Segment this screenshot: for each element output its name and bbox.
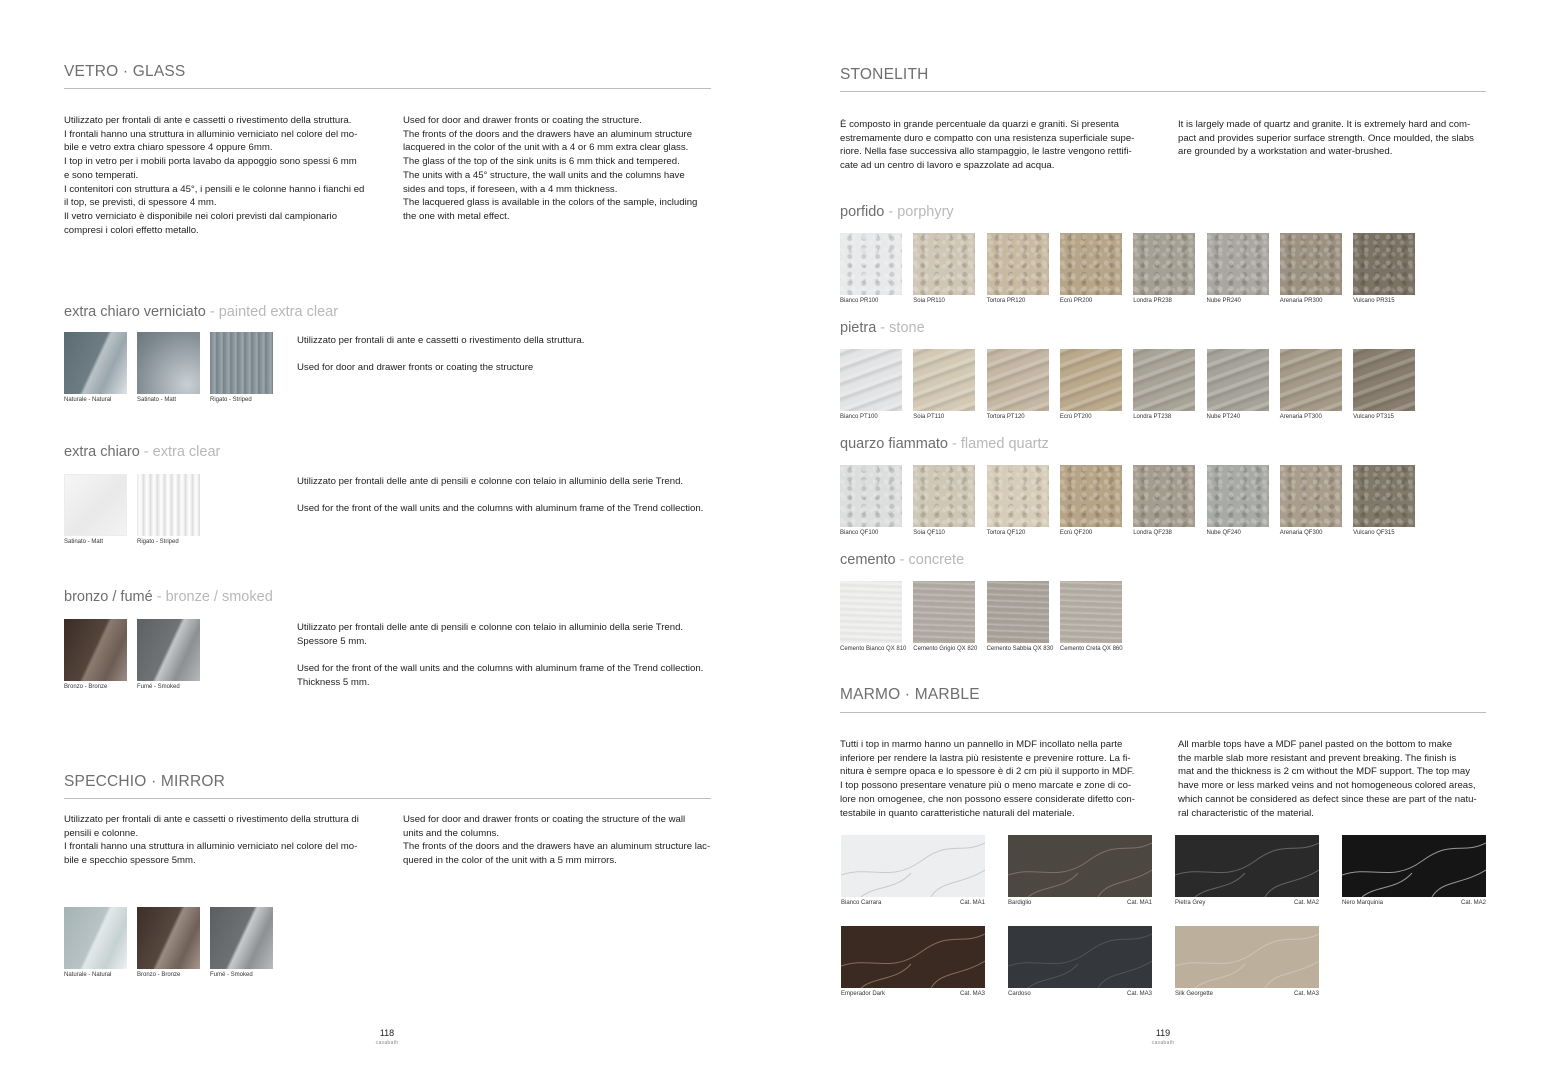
title-en: stone [889, 320, 925, 336]
section-divider [840, 91, 1486, 92]
material-swatch [840, 581, 902, 643]
material-swatch [1207, 233, 1269, 295]
title-en: painted extra clear [218, 304, 339, 320]
title-separator: - [205, 304, 219, 320]
swatch-texture [913, 581, 975, 643]
swatch-label: Bianco Carrara [841, 900, 882, 906]
stone-title [840, 320, 925, 336]
material-swatch [841, 835, 985, 897]
title-separator: - [895, 552, 909, 568]
swatch-texture [1060, 349, 1122, 411]
swatch-texture [1060, 581, 1122, 643]
swatch-category: Cat. MA3 [1293, 991, 1319, 997]
marble-vein [1175, 835, 1319, 897]
swatch-category: Cat. MA3 [1126, 991, 1152, 997]
swatch-texture [987, 465, 1049, 527]
swatch-category: Cat. MA2 [1460, 900, 1486, 906]
painted-text-en: Used for door and drawer fronts or coating the structure [297, 362, 534, 373]
title-separator: - [948, 436, 961, 452]
swatch-label: Arenaria QF300 [1279, 530, 1323, 536]
material-swatch [1060, 349, 1122, 411]
swatch-texture [840, 233, 902, 295]
title-it: extra chiaro [64, 444, 140, 460]
material-swatch [1353, 233, 1415, 295]
swatch-texture [987, 581, 1049, 643]
stonelith-text-it: È composto in grande percentuale da quarzi e graniti. Si presenta estremamente duro e compatto con una resistenza superficiale supe- riore. Nella fase successiva allo stampaggio, le lastre vengono rettifi- cate ad un centro di lavoro e spazzolate ad acqua. [840, 119, 1135, 172]
swatch-texture [1280, 465, 1342, 527]
swatch-label: Naturale - Natural [64, 397, 112, 403]
swatch-label: Cardoso [1008, 991, 1031, 997]
marble-vein [841, 926, 985, 988]
swatch-label: Ecrù QF200 [1059, 530, 1093, 536]
extra-clear-text-it: Utilizzato per frontali delle ante di pensili e colonne con telaio in alluminio della serie Trend. [297, 476, 684, 487]
material-swatch [64, 619, 127, 681]
material-swatch [1133, 349, 1195, 411]
swatch-texture [1060, 465, 1122, 527]
swatch-category: Cat. MA1 [959, 900, 985, 906]
material-swatch [913, 233, 975, 295]
swatch-texture [1133, 465, 1195, 527]
swatch-label: Nube QF240 [1206, 530, 1241, 536]
material-swatch [913, 349, 975, 411]
swatch-texture [987, 349, 1049, 411]
swatch-label: Tortora PT120 [986, 414, 1025, 420]
title-en: porphyry [897, 204, 954, 220]
right-page [775, 0, 1550, 1065]
swatch-label: Cemento Grigio QX 820 [913, 646, 978, 652]
painted-extra-clear-title [64, 304, 338, 320]
section-divider [64, 798, 711, 799]
swatch-label: Ecrù PR200 [1059, 298, 1093, 304]
swatch-label: Emperador Dark [841, 991, 886, 997]
swatch-label: Satinato - Matt [137, 397, 177, 403]
swatch-label: Pietra Grey [1175, 900, 1206, 906]
title-en: bronze / smoked [165, 589, 273, 605]
material-swatch [1175, 835, 1319, 897]
material-swatch [210, 332, 273, 394]
material-swatch [64, 474, 127, 536]
section-divider [64, 88, 711, 89]
swatch-label: Vulcano QF315 [1353, 530, 1395, 536]
swatch-texture [1207, 349, 1269, 411]
swatch-label: Satinato - Matt [64, 539, 104, 545]
extra-clear-text-en: Used for the front of the wall units and the columns with aluminum frame of the Trend collection. [297, 503, 704, 514]
marble-text-it: Tutti i top in marmo hanno un pannello in MDF incollato nella parte inferiore per rendere la lastra più resistente e prevenire rotture. La fi- nitura è sempre opaca e lo spessore è di 2 cm più il supporto in MDF. I top possono presentare venature più o meno marcate e zone di co- lore non omogenee, che non possono essere considerate difetto con- testabile in quanto caratteristiche naturali del materiale. [840, 739, 1135, 819]
material-swatch [1133, 465, 1195, 527]
marble-vein [1175, 926, 1319, 988]
swatch-label: Nube PR240 [1206, 298, 1241, 304]
swatch-texture [840, 581, 902, 643]
material-swatch [1133, 233, 1195, 295]
swatch-label: Arenaria PT300 [1279, 414, 1322, 420]
swatch-category: Cat. MA2 [1293, 900, 1319, 906]
swatch-label: Bardiglio [1008, 900, 1032, 906]
swatch-label: Nube PT240 [1206, 414, 1241, 420]
material-swatch [840, 465, 902, 527]
material-swatch [987, 465, 1049, 527]
material-swatch [1175, 926, 1319, 988]
swatch-texture [1207, 465, 1269, 527]
concrete-title [840, 552, 964, 568]
page-number: 118 [379, 1028, 395, 1038]
material-swatch [987, 581, 1049, 643]
swatch-texture [840, 465, 902, 527]
stonelith-text-en: It is largely made of quartz and granite. It is extremely hard and com- pact and provides superior surface strength. Once moulded, the slabs are grounded by a workstation and water-brushed. [1178, 119, 1474, 158]
swatch-label: Fumé - Smoked [137, 684, 180, 690]
mirror-text-it: Utilizzato per frontali di ante e cassetti o rivestimento della struttura di pensili e colonne. I frontali hanno una struttura in alluminio verniciato nel colore del mo- bile e specchio spessore 5mm. [64, 814, 359, 867]
material-swatch [1342, 835, 1486, 897]
swatch-texture [1353, 465, 1415, 527]
swatch-label: Rigato - Striped [137, 539, 179, 545]
swatch-label: Bianco PR100 [840, 298, 879, 304]
swatch-texture [1280, 349, 1342, 411]
swatch-label: Ecrù PT200 [1059, 414, 1092, 420]
title-it: pietra [840, 320, 877, 336]
swatch-label: Bronzo - Bronze [137, 972, 181, 978]
swatch-texture [913, 349, 975, 411]
extra-clear-title [64, 444, 220, 460]
swatch-texture [1060, 233, 1122, 295]
material-swatch [1060, 465, 1122, 527]
title-en: concrete [908, 552, 965, 568]
material-swatch [987, 233, 1049, 295]
material-swatch [1280, 233, 1342, 295]
swatch-label: Tortora PR120 [986, 298, 1026, 304]
swatch-label: Cemento Sabbia QX 830 [986, 646, 1054, 652]
swatch-category: Cat. MA3 [959, 991, 985, 997]
brand-mark: casabath [375, 1040, 399, 1046]
material-swatch [840, 233, 902, 295]
mirror-text-en: Used for door and drawer fronts or coating the structure of the wall units and the columns. The fronts of the doors and the drawers have an aluminum structure lac- quered in the color of the unit with a 5 mm mirrors. [403, 814, 711, 867]
material-swatch [1280, 465, 1342, 527]
swatch-texture [1353, 349, 1415, 411]
title-it: porfido [840, 204, 885, 220]
stonelith-section-title: STONELITH [840, 66, 929, 83]
title-en: extra clear [152, 444, 221, 460]
material-swatch [137, 332, 200, 394]
flamed-quartz-title [840, 436, 1049, 452]
swatch-label: Silk Georgette [1175, 991, 1214, 997]
swatch-category: Cat. MA1 [1126, 900, 1152, 906]
material-swatch [1353, 349, 1415, 411]
mirror-section-title: SPECCHIO · MIRROR [64, 773, 225, 790]
swatch-label: Soia PR110 [913, 298, 945, 304]
swatch-label: Rigato - Striped [210, 397, 252, 403]
swatch-label: Londra PR238 [1133, 298, 1172, 304]
material-swatch [1008, 926, 1152, 988]
title-it: bronzo / fumé [64, 589, 153, 605]
swatch-label: Vulcano PR315 [1353, 298, 1395, 304]
glass-text-it: Utilizzato per frontali di ante e cassetti o rivestimento della struttura. I frontali hanno una struttura in alluminio verniciato nel colore del mo- bile e vetro extra chiaro spessore 4 oppure 6mm. I top in vetro per i mobili porta lavabo da appoggio sono spessi 6 mm e sono temperati. I contenitori con struttura a 45°, i pensili e le colonne hanno i fianchi ed il top, se previsti, di spessore 4 mm. Il vetro verniciato è disponibile nei colori previsti dal campionario compresi i colori effetto metallo. [64, 115, 365, 236]
swatch-label: Tortora QF120 [986, 530, 1026, 536]
marble-vein [1342, 835, 1486, 897]
brand-mark: casabath [1151, 1040, 1175, 1046]
glass-section-title: VETRO · GLASS [64, 63, 186, 80]
material-swatch [1060, 233, 1122, 295]
swatch-label: Bianco PT100 [840, 414, 878, 420]
swatch-label: Londra PT238 [1133, 414, 1172, 420]
swatch-label: Soia PT110 [913, 414, 945, 420]
material-swatch [841, 926, 985, 988]
material-swatch [840, 349, 902, 411]
swatch-label: Cemento Bianco QX 810 [840, 646, 907, 652]
title-en: flamed quartz [960, 436, 1049, 452]
material-swatch [1280, 349, 1342, 411]
title-separator: - [876, 320, 890, 336]
page-number: 119 [1155, 1028, 1171, 1038]
bronze-text-it: Utilizzato per frontali delle ante di pensili e colonne con telaio in alluminio della serie Trend. Spessore 5 mm. [297, 622, 684, 647]
swatch-label: Fumé - Smoked [210, 972, 253, 978]
marble-vein [1008, 835, 1152, 897]
swatch-texture [987, 233, 1049, 295]
swatch-label: Vulcano PT315 [1353, 414, 1394, 420]
swatch-label: Soia QF110 [913, 530, 945, 536]
material-swatch [137, 619, 200, 681]
title-it: quarzo fiammato [840, 436, 948, 452]
porphyry-title [840, 204, 954, 220]
title-separator: - [884, 204, 898, 220]
section-divider [840, 712, 1486, 713]
swatch-label: Arenaria PR300 [1279, 298, 1323, 304]
marble-text-en: All marble tops have a MDF panel pasted on the bottom to make the marble slab more resistant and prevent breaking. The finish is mat and the thickness is 2 cm without the MDF support. The top may have more or less marked veins and not homogeneous colored areas, which cannot be considered as defect since these are part of the natu- ral characteristic of the material. [1178, 739, 1477, 819]
swatch-texture [1133, 349, 1195, 411]
material-swatch [913, 465, 975, 527]
swatch-texture [1207, 233, 1269, 295]
material-swatch [1207, 349, 1269, 411]
material-swatch [1207, 465, 1269, 527]
marble-vein [841, 835, 985, 897]
material-swatch [64, 332, 127, 394]
title-separator: - [152, 589, 166, 605]
bronze-smoked-title [64, 589, 273, 605]
material-swatch [1353, 465, 1415, 527]
swatch-texture [913, 233, 975, 295]
swatch-label: Cemento Creta QX 860 [1059, 646, 1123, 652]
swatch-label: Naturale - Natural [64, 972, 112, 978]
swatch-texture [1280, 233, 1342, 295]
title-it: cemento [840, 552, 896, 568]
material-swatch [137, 474, 200, 536]
swatch-texture [1133, 233, 1195, 295]
marble-vein [1008, 926, 1152, 988]
material-swatch [1060, 581, 1122, 643]
bronze-text-en: Used for the front of the wall units and the columns with aluminum frame of the Trend collection. Thickness 5 mm. [297, 663, 704, 688]
swatch-label: Londra QF238 [1133, 530, 1172, 536]
material-swatch [913, 581, 975, 643]
swatch-label: Nero Marquinia [1342, 900, 1384, 906]
material-swatch [210, 907, 273, 969]
glass-text-en: Used for door and drawer fronts or coating the structure. The fronts of the doors and the drawers have an aluminum structure lacquered in the color of the unit with a 4 or 6 mm extra clear glass. The glass of the top of the sink units is 6 mm thick and tempered. The units with a 45° structure, the wall units and the columns have sides and tops, if foreseen, with a 4 mm thickness. The lacquered glass is available in the colors of the sample, including the one with metal effect. [403, 115, 698, 222]
material-swatch [64, 907, 127, 969]
material-swatch [987, 349, 1049, 411]
material-swatch [1008, 835, 1152, 897]
material-swatch [137, 907, 200, 969]
painted-text-it: Utilizzato per frontali di ante e cassetti o rivestimento della struttura. [297, 335, 585, 346]
title-separator: - [139, 444, 153, 460]
marble-section-title: MARMO · MARBLE [840, 686, 980, 703]
swatch-texture [913, 465, 975, 527]
title-it: extra chiaro verniciato [64, 304, 206, 320]
swatch-label: Bronzo - Bronze [64, 684, 108, 690]
swatch-texture [840, 349, 902, 411]
swatch-label: Bianco QF100 [840, 530, 879, 536]
swatch-texture [1353, 233, 1415, 295]
